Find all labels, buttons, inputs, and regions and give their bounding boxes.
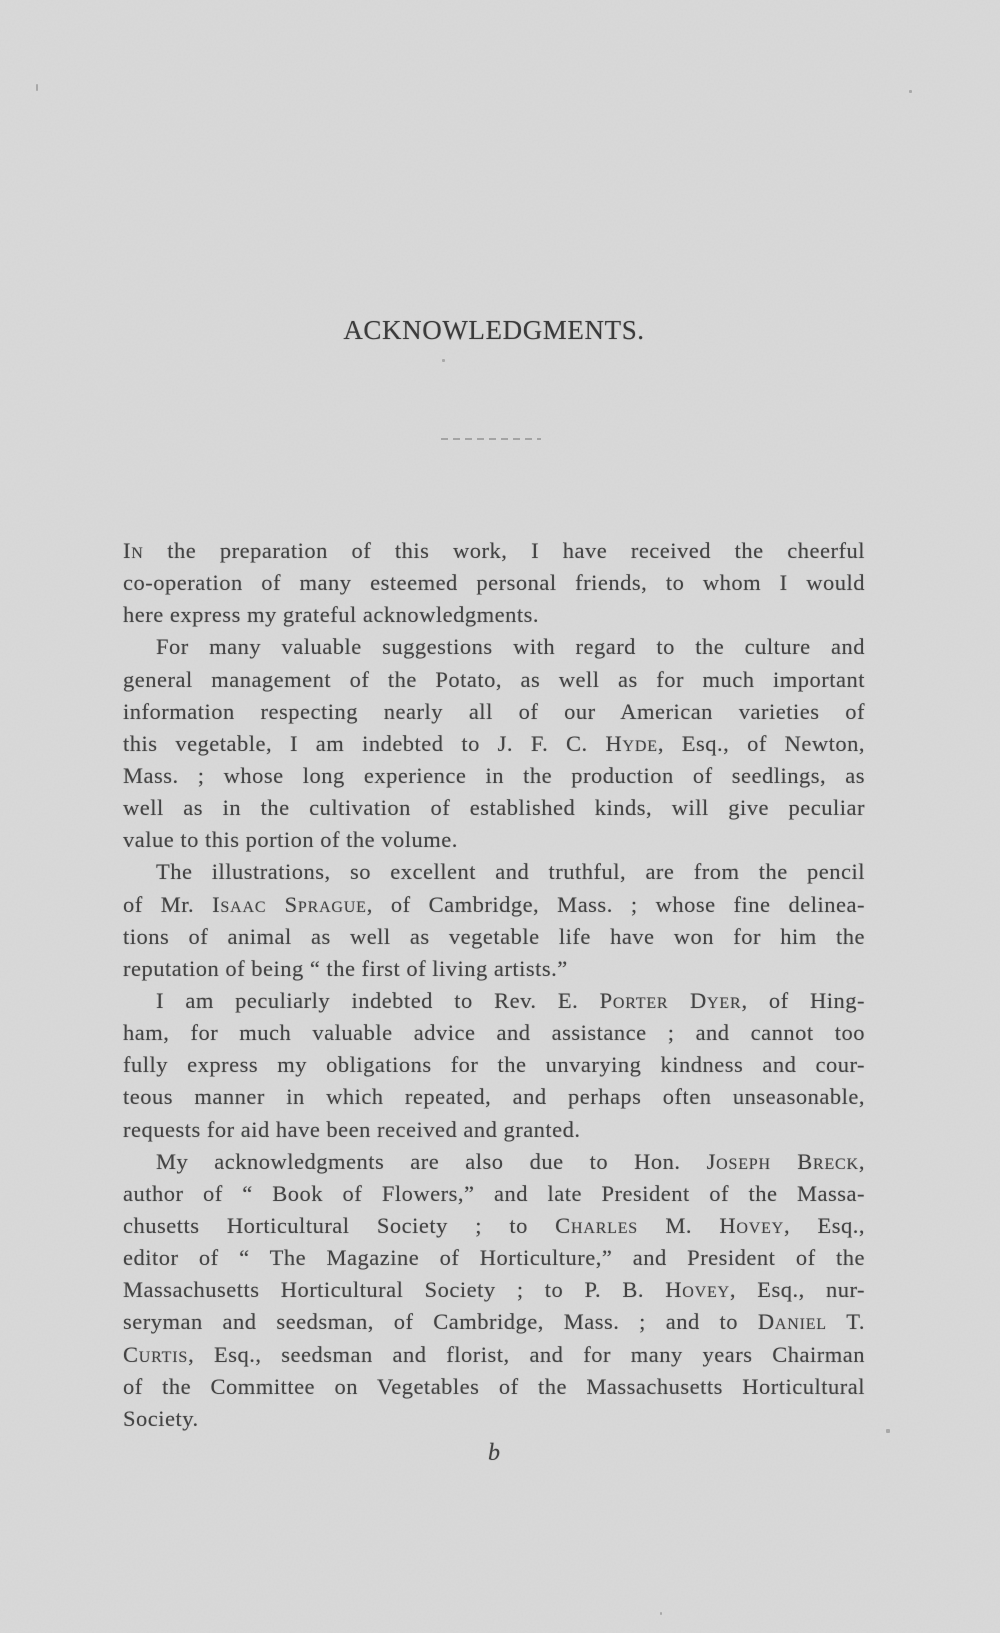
text-segment: My acknowledgments are also due to Hon. — [156, 1148, 707, 1174]
text-segment: tions of animal as well as vegetable life have won for him the — [123, 923, 865, 949]
text-segment: the preparation of this work, I have received the cheerful — [143, 538, 865, 563]
small-caps-name: Porter Dyer — [599, 987, 742, 1013]
text-line — [123, 599, 865, 631]
text-segment: of the Committee on Vegetables of the Massachusetts Horticultural — [123, 1373, 865, 1399]
text-segment: Massachusetts Horticultural Society ; to P. B. — [123, 1277, 666, 1303]
text-line — [123, 567, 865, 599]
text-line — [123, 728, 865, 760]
text-segment: , of Hing- — [741, 987, 865, 1013]
small-caps-name: Hovey — [719, 1212, 785, 1238]
text-segment: , Esq., nur- — [729, 1277, 865, 1303]
text-segment: , Esq., of Newton, — [657, 730, 866, 756]
text-line — [123, 664, 865, 696]
text-line — [123, 985, 865, 1017]
text-line — [123, 1403, 865, 1435]
text-line — [123, 1210, 865, 1242]
text-segment: general management of the Potato, as well as for much important — [123, 666, 865, 692]
text-segment: I am peculiarly indebted to Rev. E. — [156, 987, 600, 1013]
text-line — [123, 889, 865, 921]
small-caps-name: Daniel — [757, 1309, 827, 1335]
text-line — [123, 1339, 865, 1371]
text-segment: here express my grateful acknowledgments. — [123, 602, 539, 628]
text-line — [123, 824, 865, 856]
small-caps-name: Joseph Breck — [706, 1148, 859, 1174]
small-caps-name: Hyde — [605, 730, 658, 756]
text-line — [123, 921, 865, 953]
text-segment: requests for aid have been received and granted. — [123, 1116, 581, 1142]
text-segment: author of “ Book of Flowers,” and late President of the Massa- — [123, 1180, 865, 1206]
text-line — [123, 1081, 865, 1113]
text-segment: seryman and seedsman, of Cambridge, Mass. ; and to — [123, 1309, 758, 1335]
text-line — [123, 535, 865, 567]
text-segment: , of Cambridge, Mass. ; whose fine delinea- — [366, 891, 865, 917]
text-line — [123, 1242, 865, 1274]
text-line — [123, 1114, 865, 1146]
scan-speck — [660, 1612, 662, 1615]
text-segment: reputation of being “ the first of living artists.” — [123, 955, 568, 981]
small-caps-name: Curtis — [123, 1341, 189, 1367]
text-line — [123, 631, 865, 663]
text-line — [123, 953, 865, 985]
text-segment: chusetts Horticultural Society ; to — [123, 1212, 556, 1238]
text-segment: information respecting nearly all of our American varieties of — [123, 698, 865, 724]
scan-speck — [886, 1429, 890, 1433]
section-divider-rule — [441, 438, 541, 440]
text-line — [123, 856, 865, 888]
body-text — [123, 535, 865, 1435]
text-segment: Society. — [123, 1405, 199, 1431]
signature-mark: b — [488, 1440, 500, 1466]
text-line — [123, 696, 865, 728]
page-heading: ACKNOWLEDGMENTS. — [343, 315, 645, 345]
text-line — [123, 792, 865, 824]
text-segment: ham, for much valuable advice and assistance ; and cannot too — [123, 1020, 865, 1046]
text-segment: The illustrations, so excellent and truthful, are from the pencil — [156, 859, 865, 885]
scan-speck — [36, 84, 38, 91]
text-segment: , Esq., seedsman and florist, and for many years Chairman — [188, 1341, 865, 1367]
text-segment: Mass. ; whose long experience in the production of seedlings, as — [123, 762, 865, 788]
text-segment: fully express my obligations for the unvarying kindness and cour- — [123, 1052, 865, 1078]
small-caps-name: In — [123, 538, 144, 563]
text-segment: of Mr. — [123, 891, 213, 917]
text-segment: value to this portion of the volume. — [123, 827, 458, 853]
text-line — [123, 1178, 865, 1210]
text-segment: , Esq., — [784, 1212, 865, 1238]
small-caps-name: Isaac Sprague — [212, 891, 367, 917]
text-line — [123, 1017, 865, 1049]
small-caps-name: Hovey — [665, 1277, 730, 1303]
small-caps-name: Charles — [555, 1212, 639, 1238]
text-segment: well as in the cultivation of established kinds, will give peculiar — [123, 795, 865, 821]
text-line — [123, 1146, 865, 1178]
text-line — [123, 1274, 865, 1306]
scan-speck — [442, 359, 445, 362]
text-line — [123, 1371, 865, 1403]
text-line — [123, 760, 865, 792]
scan-speck — [909, 90, 912, 93]
text-segment: For many valuable suggestions with regard to the culture and — [156, 634, 865, 660]
text-segment: T. — [826, 1309, 865, 1335]
text-line — [123, 1306, 865, 1338]
text-segment: M. — [638, 1212, 720, 1238]
text-segment: teous manner in which repeated, and perhaps often unseasonable, — [123, 1084, 865, 1110]
text-segment: co-operation of many esteemed personal friends, to whom I would — [123, 570, 865, 596]
text-segment: editor of “ The Magazine of Horticulture,” and President of the — [123, 1245, 865, 1271]
text-segment: this vegetable, I am indebted to J. F. C. — [123, 730, 606, 756]
text-line — [123, 1049, 865, 1081]
text-segment: , — [858, 1148, 865, 1174]
